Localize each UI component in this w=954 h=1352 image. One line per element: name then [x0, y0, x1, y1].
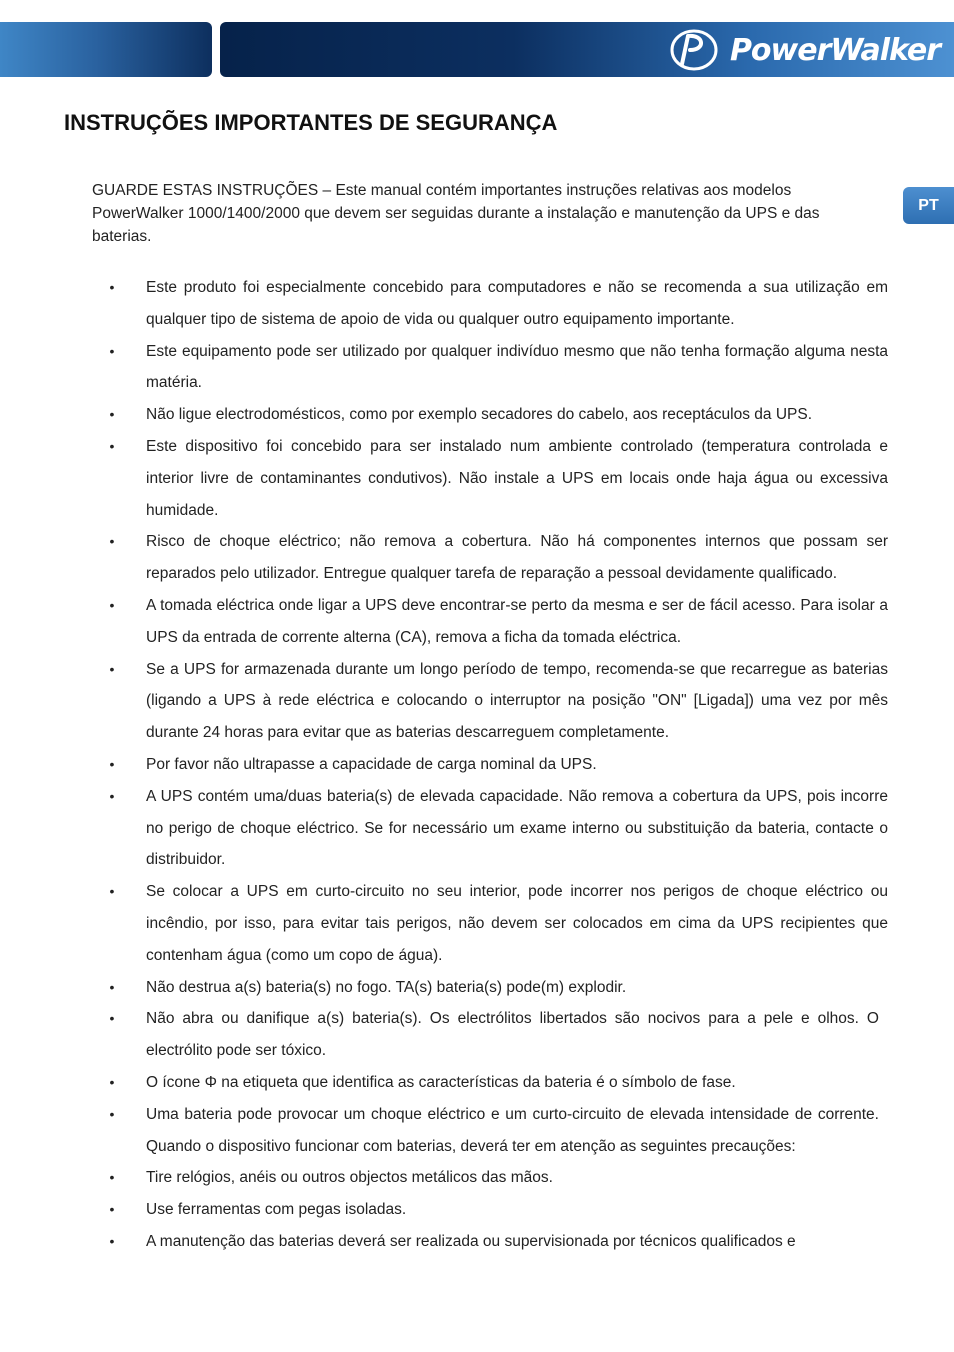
bullet-icon: •	[109, 883, 115, 900]
bullet-icon: •	[109, 1010, 115, 1027]
bullet-icon: •	[109, 1232, 115, 1249]
bullet-icon: •	[109, 1105, 115, 1122]
header-bar-left	[0, 22, 212, 77]
intro-paragraph: GUARDE ESTAS INSTRUÇÕES – Este manual contém importantes instruções relativas aos modelos PowerWalker 1000/1400/2000 que devem ser seguidas durante a instalação e manutenção da UPS e das baterias.	[92, 182, 820, 245]
bullet-icon: •	[109, 1201, 115, 1218]
list-item	[0, 1194, 879, 1226]
list-item	[0, 1099, 879, 1163]
list-item-text: Uma bateria pode provocar um choque eléctrico e um curto-circuito de elevada intensidade de corrente. Quando o dispositivo funcionar com baterias, deverá ter em atenção as seguintes precauções:	[146, 1105, 879, 1155]
list-item-text: Se a UPS for armazenada durante um longo período de tempo, recomenda-se que recarregue as baterias (ligando a UPS à rede eléctrica e colocando o interruptor na posição "ON" [Ligada]) uma vez por mês durante 24 horas para evitar que as baterias descarreguem completamente.	[146, 660, 888, 742]
list-item-text: Este dispositivo foi concebido para ser instalado num ambiente controlado (temperatura controlada e interior livre de contaminantes condutivos). Não instale a UPS em locais onde haja água ou excessiva humidade.	[146, 437, 888, 519]
list-item	[0, 972, 888, 1004]
list-item	[0, 336, 888, 400]
list-item	[0, 781, 888, 876]
list-item-text: Não abra ou danifique a(s) bateria(s). Os electrólitos libertados são nocivos para a pele e olhos. O electrólito pode ser tóxico.	[146, 1010, 879, 1060]
list-item-text: Use ferramentas com pegas isoladas.	[146, 1201, 407, 1219]
bullet-icon: •	[109, 279, 115, 295]
list-item	[0, 1003, 879, 1067]
list-item-text: Se colocar a UPS em curto-circuito no seu interior, pode incorrer nos perigos de choque eléctrico ou incêndio, por isso, para evitar tais perigos, não devem ser colocados em cima da UPS recipientes que contenham água (como um copo de água).	[146, 883, 888, 964]
list-item	[0, 590, 888, 654]
bullet-icon: •	[109, 533, 115, 550]
safety-instructions-list	[0, 272, 954, 1258]
list-item	[0, 876, 888, 971]
bullet-icon: •	[109, 755, 115, 772]
list-item	[0, 1162, 879, 1194]
language-tab-pt[interactable]: PT	[903, 187, 954, 224]
bullet-icon: •	[109, 978, 115, 995]
bullet-icon: •	[109, 596, 115, 613]
list-item-text: Não destrua a(s) bateria(s) no fogo. TA(s) bateria(s) pode(m) explodir.	[146, 978, 627, 996]
list-item	[0, 431, 888, 526]
list-item	[0, 399, 888, 431]
bullet-icon: •	[109, 406, 115, 423]
bullet-icon: •	[109, 437, 115, 454]
bullet-icon: •	[109, 1169, 115, 1186]
powerwalker-logo-icon	[668, 28, 724, 72]
list-item-text: Tire relógios, anéis ou outros objectos metálicos das mãos.	[146, 1169, 553, 1187]
list-item	[0, 654, 888, 749]
list-item	[0, 1226, 879, 1258]
list-item	[0, 526, 888, 590]
list-item-text: O ícone Φ na etiqueta que identifica as características da bateria é o símbolo de fase.	[146, 1073, 736, 1091]
page-title: INSTRUÇÕES IMPORTANTES DE SEGURANÇA	[64, 110, 558, 135]
bullet-icon: •	[109, 342, 115, 359]
list-item-text: Por favor não ultrapasse a capacidade de carga nominal da UPS.	[146, 755, 597, 773]
list-item-text: Risco de choque eléctrico; não remova a cobertura. Não há componentes internos que possam ser reparados pelo utilizador. Entregue qualquer tarefa de reparação a pessoal devidamente qualificado.	[146, 533, 888, 583]
brand-logo	[668, 28, 940, 72]
list-item-text: A UPS contém uma/duas bateria(s) de elevada capacidade. Não remova a cobertura da UPS, pois incorre no perigo de choque eléctrico. Se for necessário um exame interno ou substituição da bateria, contacte o distribuidor.	[146, 787, 888, 869]
bullet-icon: •	[109, 660, 115, 677]
bullet-icon: •	[109, 787, 115, 804]
list-item	[0, 749, 888, 781]
bullet-icon: •	[109, 1073, 115, 1090]
list-item-text: Este produto foi especialmente concebido para computadores e não se recomenda a sua utilização em qualquer tipo de sistema de apoio de vida ou qualquer outro equipamento importante.	[146, 279, 888, 328]
brand-name: PowerWalker	[729, 32, 940, 68]
list-item-text: Este equipamento pode ser utilizado por qualquer indivíduo mesmo que não tenha formação alguma nesta matéria.	[146, 342, 888, 392]
list-item	[0, 1067, 879, 1099]
list-item-text: A tomada eléctrica onde ligar a UPS deve encontrar-se perto da mesma e ser de fácil acesso. Para isolar a UPS da entrada de corrente alterna (CA), remova a ficha da tomada eléctrica.	[146, 596, 888, 646]
list-item-text: A manutenção das baterias deverá ser realizada ou supervisionada por técnicos qualificados e	[146, 1232, 796, 1250]
header-bar-right	[220, 22, 954, 77]
list-item-text: Não ligue electrodomésticos, como por exemplo secadores do cabelo, aos receptáculos da UPS.	[146, 406, 813, 424]
list-item	[0, 272, 888, 336]
